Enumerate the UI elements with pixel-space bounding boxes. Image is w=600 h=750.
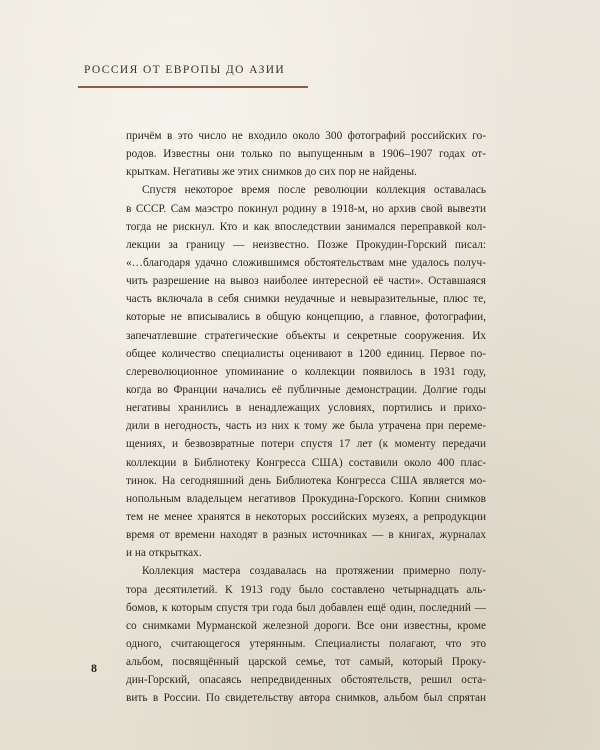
text-line: родов. Известны они только по выпущенным в 1906–1907 годах от-	[126, 148, 486, 161]
text-line: негативы хранились в ненадлежащих условиях, портились и прихо-	[126, 402, 486, 415]
text-line: дили в негодность, часть из них к тому же была утрачена при переме-	[126, 420, 486, 433]
running-head: РОССИЯ ОТ ЕВРОПЫ ДО АЗИИ	[84, 64, 286, 76]
text-line: вить в России. По свидетельству автора снимков, альбом был спрятан	[126, 692, 486, 705]
text-line: когда во Франции начались её публичные демонстрации. Долгие годы	[126, 383, 486, 396]
body-text	[126, 127, 486, 708]
text-line: со снимками Мурманской железной дороги. Все они известны, кроме	[126, 619, 486, 632]
text-line: часть включала в себя снимки неудачные и невыразительные, плюс те,	[126, 293, 486, 306]
text-line: и на открытках.	[126, 547, 202, 560]
text-line: тогда не рискнул. Кто и как впоследствии занимался переправкой кол-	[126, 220, 486, 233]
text-line: Спустя некоторое время после революции коллекция оставалась	[142, 184, 486, 197]
text-line: коллекции в Библиотеку Конгресса США) составили около 400 плас-	[126, 456, 486, 469]
text-line: альбом, посвящённый царской семье, тот самый, который Проку-	[126, 656, 486, 669]
text-line: тем не менее хранятся в некоторых российских музеях, а репродукции	[126, 510, 486, 523]
text-line: тора десятилетий. К 1913 году было составлено четырнадцать аль-	[126, 583, 486, 596]
text-line: которые не вписывались в общую концепцию, а главное, фотографии,	[126, 311, 486, 324]
text-line: крыткам. Негативы же этих снимков до сих пор не найдены.	[126, 166, 417, 179]
text-line: бомов, к которым спустя три года был добавлен ещё один, последний —	[126, 601, 486, 614]
text-line: время от времени находят в разных источниках — в книгах, журналах	[126, 529, 486, 542]
text-line: чить разрешение на вывоз наиболее интересной её части». Оставшаяся	[126, 275, 486, 288]
text-line: дин-Горский, опасаясь непредвиденных обстоятельств, решил оста-	[126, 674, 486, 687]
text-line: запечатлевшие стратегические объекты и секретные сооружения. Их	[126, 329, 486, 342]
text-line: общее количество специалисты оценивают в 1200 единиц. Первое по-	[126, 347, 486, 360]
text-line: в СССР. Сам маэстро покинул родину в 1918-м, но архив свой вывезти	[126, 202, 486, 215]
text-line: щениях, и безвозвратные потери спустя 17 лет (к моменту передачи	[126, 438, 486, 451]
text-line: нопольным владельцем негативов Прокудина-Горского. Копии снимков	[126, 492, 486, 505]
text-line: «…благодаря удачно сложившимся обстоятельствам мне удалось получ-	[126, 256, 486, 269]
text-line: слереволюционное упоминание о коллекции появилось в 1931 году,	[126, 365, 486, 378]
text-line: Коллекция мастера создавалась на протяжении примерно полу-	[142, 565, 486, 578]
text-line: причём в это число не входило около 300 фотографий российских го-	[126, 130, 486, 142]
text-line: одного, считающегося утерянным. Специалисты полагают, что это	[126, 637, 486, 650]
text-line: лекции за границу — неизвестно. Позже Прокудин-Горский писал:	[126, 238, 486, 251]
text-line: тинок. На сегодняшний день Библиотека Конгресса США является мо-	[126, 474, 486, 487]
page-number: 8	[91, 661, 97, 675]
running-head-rule	[78, 86, 308, 88]
